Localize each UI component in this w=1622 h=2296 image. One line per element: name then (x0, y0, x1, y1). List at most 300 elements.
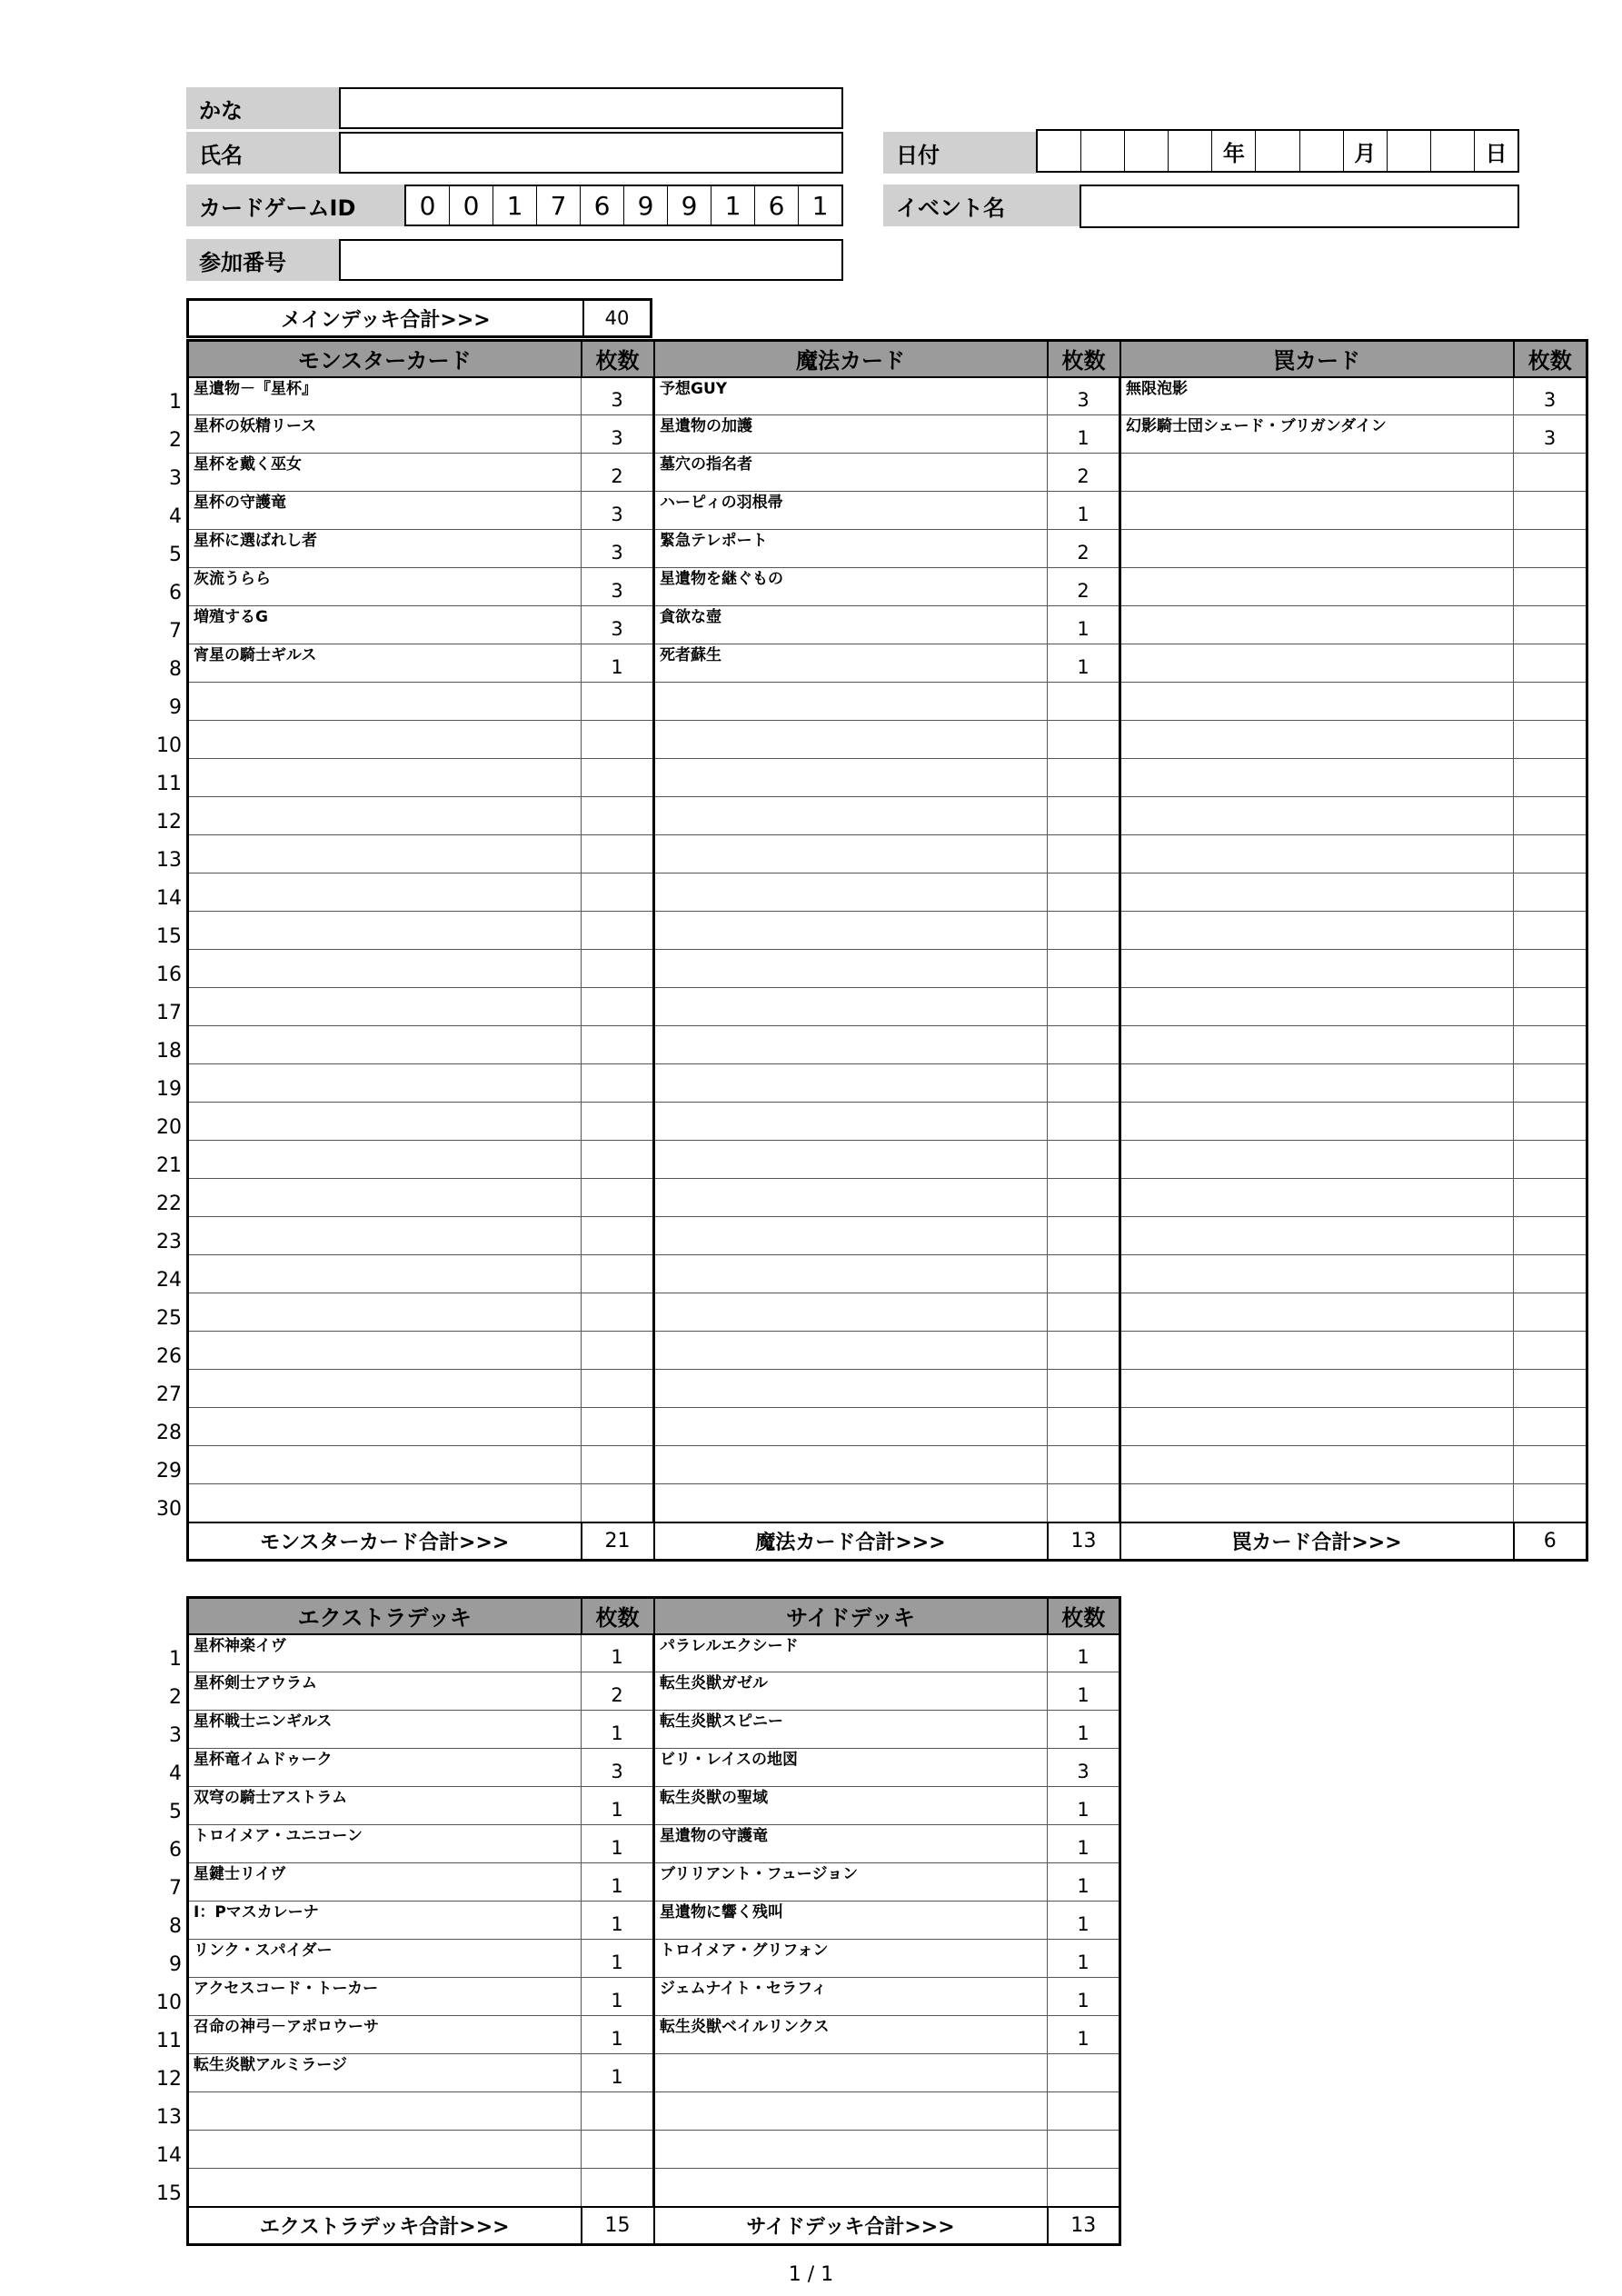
spell-card-count[interactable] (1048, 1217, 1120, 1255)
spell-card-name[interactable]: 死者蘇生 (654, 644, 1048, 683)
table-row (188, 1217, 1587, 1255)
spell-card-name[interactable] (654, 1255, 1048, 1293)
trap-card-count[interactable] (1514, 1332, 1587, 1370)
extra-card-name[interactable]: 星杯神楽イヴ (188, 1634, 582, 1672)
side-card-name[interactable]: ジェムナイト・セラフィ (654, 1978, 1048, 2016)
side-card-name[interactable]: 転生炎獣の聖域 (654, 1787, 1048, 1825)
spell-card-count[interactable]: 1 (1048, 606, 1120, 644)
extra-card-name[interactable] (188, 2131, 582, 2169)
trap-card-count[interactable] (1514, 1064, 1587, 1103)
monster-card-count[interactable] (582, 1103, 654, 1141)
row-number: 8 (169, 658, 182, 681)
monster-card-name[interactable] (188, 835, 582, 873)
monster-card-name[interactable] (188, 912, 582, 950)
monster-card-count[interactable]: 3 (582, 606, 654, 644)
date-cell[interactable] (1299, 131, 1343, 171)
extra-card-name[interactable]: 転生炎獣アルミラージ (188, 2054, 582, 2092)
row-number: 8 (169, 1915, 182, 1938)
trap-card-count[interactable] (1514, 873, 1587, 912)
trap-card-name[interactable] (1120, 721, 1514, 759)
trap-card-name[interactable] (1120, 606, 1514, 644)
monster-card-name[interactable] (188, 1026, 582, 1064)
trap-card-name[interactable] (1120, 1370, 1514, 1408)
spell-card-count[interactable] (1048, 1293, 1120, 1332)
date-cell[interactable] (1255, 131, 1299, 171)
extra-card-name[interactable]: 星鍵士リイヴ (188, 1863, 582, 1902)
monster-card-name[interactable] (188, 1370, 582, 1408)
side-card-name[interactable]: トロイメア・グリフォン (654, 1940, 1048, 1978)
extra-card-count[interactable]: 1 (582, 1825, 654, 1863)
spell-card-name[interactable]: 墓穴の指名者 (654, 454, 1048, 492)
date-cell[interactable] (1168, 131, 1211, 171)
monster-card-count[interactable] (582, 950, 654, 988)
row-number: 19 (156, 1078, 182, 1101)
table-row (188, 2054, 1120, 2092)
extra-card-count[interactable]: 1 (582, 1902, 654, 1940)
side-card-count[interactable]: 1 (1048, 1634, 1120, 1672)
monster-card-name[interactable]: 星杯の妖精リース (188, 415, 582, 454)
monster-card-name[interactable] (188, 1408, 582, 1446)
monster-card-count[interactable] (582, 988, 654, 1026)
trap-card-name[interactable]: 無限泡影 (1120, 377, 1514, 415)
monster-card-name[interactable] (188, 1484, 582, 1522)
side-card-name[interactable]: 転生炎獣ベイルリンクス (654, 2016, 1048, 2054)
spell-card-name[interactable] (654, 1141, 1048, 1179)
monster-card-name[interactable] (188, 873, 582, 912)
spell-card-name[interactable]: 貪欲な壺 (654, 606, 1048, 644)
extra-card-count[interactable] (582, 2092, 654, 2131)
spell-card-count[interactable]: 3 (1048, 377, 1120, 415)
trap-card-count[interactable] (1514, 1217, 1587, 1255)
id-digit: 6 (754, 186, 798, 225)
trap-card-name[interactable] (1120, 835, 1514, 873)
row-number: 7 (169, 620, 182, 643)
monster-card-count[interactable] (582, 1141, 654, 1179)
extra-card-name[interactable]: 星杯竜イムドゥーク (188, 1749, 582, 1787)
spell-card-count[interactable] (1048, 759, 1120, 797)
spell-card-count[interactable]: 1 (1048, 415, 1120, 454)
monster-card-name[interactable] (188, 1332, 582, 1370)
extra-card-name[interactable] (188, 2169, 582, 2207)
side-card-count[interactable]: 3 (1048, 1749, 1120, 1787)
spell-card-name[interactable] (654, 873, 1048, 912)
extra-card-name[interactable]: 星杯剣士アウラム (188, 1672, 582, 1711)
side-card-name[interactable]: ビリ・レイスの地図 (654, 1749, 1048, 1787)
trap-card-count[interactable] (1514, 492, 1587, 530)
spell-card-count[interactable] (1048, 1103, 1120, 1141)
spell-card-count[interactable]: 2 (1048, 454, 1120, 492)
trap-card-count[interactable] (1514, 1103, 1587, 1141)
trap-card-name[interactable] (1120, 988, 1514, 1026)
monster-card-count[interactable] (582, 1370, 654, 1408)
extra-card-count[interactable]: 1 (582, 1940, 654, 1978)
extra-card-name[interactable]: トロイメア・ユニコーン (188, 1825, 582, 1863)
monster-card-count[interactable]: 3 (582, 415, 654, 454)
monster-card-count[interactable]: 3 (582, 530, 654, 568)
trap-card-name[interactable]: 幻影騎士団シェード・ブリガンダイン (1120, 415, 1514, 454)
monster-card-count[interactable] (582, 1064, 654, 1103)
row-number: 3 (169, 1724, 182, 1747)
side-total-value: 13 (1048, 2207, 1120, 2245)
trap-card-name[interactable] (1120, 530, 1514, 568)
side-card-count[interactable]: 1 (1048, 1978, 1120, 2016)
main-deck-total-label: メインデッキ合計>>> (189, 301, 584, 335)
spell-card-name[interactable] (654, 1103, 1048, 1141)
table-row (188, 454, 1587, 492)
monster-card-name[interactable] (188, 1179, 582, 1217)
side-card-name[interactable]: 星遺物の守護竜 (654, 1825, 1048, 1863)
monster-card-count[interactable]: 3 (582, 377, 654, 415)
spell-card-name[interactable] (654, 1370, 1048, 1408)
trap-card-name[interactable] (1120, 1446, 1514, 1484)
monster-card-count[interactable] (582, 1446, 654, 1484)
monster-card-name[interactable] (188, 1141, 582, 1179)
spell-card-name[interactable] (654, 759, 1048, 797)
trap-card-name[interactable] (1120, 1064, 1514, 1103)
trap-card-count[interactable] (1514, 950, 1587, 988)
count-header: 枚数 (582, 341, 654, 377)
trap-card-name[interactable] (1120, 1332, 1514, 1370)
trap-card-name[interactable] (1120, 492, 1514, 530)
table-row (188, 377, 1587, 415)
monster-card-count[interactable] (582, 721, 654, 759)
extra-card-count[interactable]: 1 (582, 1787, 654, 1825)
spell-card-count[interactable] (1048, 1026, 1120, 1064)
spell-card-name[interactable] (654, 1064, 1048, 1103)
row-number: 29 (156, 1460, 182, 1482)
row-number: 4 (169, 505, 182, 528)
date-cell[interactable] (1124, 131, 1168, 171)
spell-card-count[interactable] (1048, 1332, 1120, 1370)
extra-card-count[interactable]: 1 (582, 2054, 654, 2092)
side-card-name[interactable]: 転生炎獣スピニー (654, 1711, 1048, 1749)
spell-card-name[interactable] (654, 1332, 1048, 1370)
spell-card-count[interactable]: 2 (1048, 530, 1120, 568)
monster-card-name[interactable]: 星杯に選ばれし者 (188, 530, 582, 568)
side-card-name[interactable]: パラレルエクシード (654, 1634, 1048, 1672)
side-card-count[interactable]: 1 (1048, 1825, 1120, 1863)
spell-card-count[interactable] (1048, 1064, 1120, 1103)
trap-card-count[interactable] (1514, 1408, 1587, 1446)
extra-card-name[interactable]: 双穹の騎士アストラム (188, 1787, 582, 1825)
spell-card-count[interactable]: 2 (1048, 568, 1120, 606)
monster-card-name[interactable] (188, 1217, 582, 1255)
trap-card-name[interactable] (1120, 1255, 1514, 1293)
trap-card-name[interactable] (1120, 797, 1514, 835)
spell-card-name[interactable] (654, 988, 1048, 1026)
row-number: 6 (169, 582, 182, 604)
date-cell[interactable] (1038, 131, 1080, 171)
monster-card-count[interactable] (582, 797, 654, 835)
monster-card-count[interactable] (582, 1217, 654, 1255)
trap-total-label: 罠カード合計>>> (1120, 1522, 1514, 1561)
spell-card-count[interactable] (1048, 797, 1120, 835)
trap-card-name[interactable] (1120, 568, 1514, 606)
table-row (188, 988, 1587, 1026)
monster-card-count[interactable] (582, 1026, 654, 1064)
spell-card-name[interactable] (654, 1484, 1048, 1522)
row-number: 28 (156, 1422, 182, 1444)
monster-card-count[interactable]: 1 (582, 644, 654, 683)
monster-card-name[interactable]: 星杯を戴く巫女 (188, 454, 582, 492)
monster-card-name[interactable] (188, 759, 582, 797)
extra-card-count[interactable] (582, 2169, 654, 2207)
side-card-count[interactable]: 1 (1048, 1902, 1120, 1940)
monster-card-name[interactable] (188, 1446, 582, 1484)
trap-card-count[interactable] (1514, 530, 1587, 568)
name-field[interactable] (339, 132, 843, 174)
monster-card-count[interactable] (582, 1179, 654, 1217)
date-label: 日付 (883, 132, 1036, 174)
extra-total-value: 15 (582, 2207, 654, 2245)
row-number: 23 (156, 1231, 182, 1253)
trap-card-name[interactable] (1120, 1408, 1514, 1446)
spell-card-name[interactable] (654, 950, 1048, 988)
trap-card-name[interactable] (1120, 683, 1514, 721)
date-field[interactable] (1036, 129, 1519, 173)
side-card-count[interactable] (1048, 2131, 1120, 2169)
spell-card-name[interactable] (654, 912, 1048, 950)
monster-card-name[interactable]: 増殖するG (188, 606, 582, 644)
side-card-name[interactable]: ブリリアント・フュージョン (654, 1863, 1048, 1902)
table-row (188, 568, 1587, 606)
side-card-count[interactable]: 1 (1048, 1711, 1120, 1749)
extra-card-name[interactable] (188, 2092, 582, 2131)
monster-card-name[interactable]: 星杯の守護竜 (188, 492, 582, 530)
extra-card-name[interactable]: 召命の神弓－アポロウーサ (188, 2016, 582, 2054)
row-number: 7 (169, 1877, 182, 1900)
trap-card-name[interactable] (1120, 1293, 1514, 1332)
trap-card-count[interactable] (1514, 912, 1587, 950)
monster-card-name[interactable]: 宵星の騎士ギルス (188, 644, 582, 683)
trap-card-count[interactable] (1514, 1446, 1587, 1484)
spell-card-count[interactable] (1048, 1179, 1120, 1217)
trap-card-count[interactable] (1514, 644, 1587, 683)
side-card-count[interactable]: 1 (1048, 1940, 1120, 1978)
side-card-count[interactable]: 1 (1048, 1672, 1120, 1711)
spell-card-name[interactable] (654, 835, 1048, 873)
spell-card-name[interactable] (654, 1179, 1048, 1217)
monster-card-count[interactable] (582, 683, 654, 721)
monster-card-name[interactable] (188, 721, 582, 759)
spell-card-count[interactable] (1048, 1446, 1120, 1484)
trap-card-name[interactable] (1120, 1217, 1514, 1255)
spell-card-count[interactable] (1048, 1141, 1120, 1179)
trap-card-count[interactable] (1514, 1026, 1587, 1064)
trap-card-name[interactable] (1120, 1026, 1514, 1064)
table-row (188, 2092, 1120, 2131)
table-row (188, 2016, 1120, 2054)
trap-card-count[interactable] (1514, 1370, 1587, 1408)
side-card-name[interactable] (654, 2169, 1048, 2207)
day-label: 日 (1474, 131, 1518, 171)
spell-card-count[interactable] (1048, 988, 1120, 1026)
trap-card-name[interactable] (1120, 1103, 1514, 1141)
monster-card-name[interactable] (188, 950, 582, 988)
date-cell[interactable] (1080, 131, 1124, 171)
monster-card-name[interactable]: 星遺物－『星杯』 (188, 377, 582, 415)
spell-card-count[interactable] (1048, 683, 1120, 721)
side-card-count[interactable]: 1 (1048, 1787, 1120, 1825)
extra-card-name[interactable]: 星杯戦士ニンギルス (188, 1711, 582, 1749)
spell-card-count[interactable] (1048, 1484, 1120, 1522)
trap-card-count[interactable]: 3 (1514, 377, 1587, 415)
monster-card-count[interactable] (582, 1255, 654, 1293)
trap-card-name[interactable] (1120, 1484, 1514, 1522)
side-card-name[interactable] (654, 2092, 1048, 2131)
spell-card-name[interactable] (654, 797, 1048, 835)
side-card-name[interactable]: 星遺物に響く残叫 (654, 1902, 1048, 1940)
spell-card-name[interactable] (654, 721, 1048, 759)
trap-card-count[interactable] (1514, 835, 1587, 873)
spell-card-count[interactable]: 1 (1048, 492, 1120, 530)
spell-card-count[interactable]: 1 (1048, 644, 1120, 683)
event-name-field[interactable] (1080, 185, 1519, 228)
spell-card-name[interactable]: 緊急テレポート (654, 530, 1048, 568)
monster-card-count[interactable] (582, 1293, 654, 1332)
trap-card-count[interactable] (1514, 568, 1587, 606)
page-indicator: 1 / 1 (788, 2263, 834, 2286)
trap-card-name[interactable] (1120, 454, 1514, 492)
side-card-name[interactable]: 転生炎獣ガゼル (654, 1672, 1048, 1711)
extra-card-count[interactable]: 1 (582, 1634, 654, 1672)
date-cell[interactable] (1387, 131, 1430, 171)
extra-card-count[interactable]: 1 (582, 2016, 654, 2054)
trap-card-name[interactable] (1120, 759, 1514, 797)
table-row (188, 644, 1587, 683)
entry-number-field[interactable] (339, 239, 843, 281)
monster-card-count[interactable]: 3 (582, 568, 654, 606)
monster-card-count[interactable] (582, 759, 654, 797)
trap-card-name[interactable] (1120, 950, 1514, 988)
monster-card-name[interactable] (188, 1293, 582, 1332)
trap-card-name[interactable] (1120, 912, 1514, 950)
table-row (188, 1370, 1587, 1408)
monster-card-count[interactable]: 2 (582, 454, 654, 492)
side-card-count[interactable]: 1 (1048, 2016, 1120, 2054)
table-row (188, 530, 1587, 568)
spell-card-name[interactable] (654, 1026, 1048, 1064)
spell-card-name[interactable]: 星遺物を継ぐもの (654, 568, 1048, 606)
extra-card-count[interactable]: 1 (582, 1978, 654, 2016)
spell-card-count[interactable] (1048, 835, 1120, 873)
row-number: 4 (169, 1762, 182, 1785)
count-header: 枚数 (1048, 1598, 1120, 1634)
side-card-count[interactable] (1048, 2092, 1120, 2131)
side-card-count[interactable]: 1 (1048, 1863, 1120, 1902)
spell-card-count[interactable] (1048, 873, 1120, 912)
monster-card-name[interactable] (188, 797, 582, 835)
monster-card-name[interactable] (188, 1255, 582, 1293)
spell-card-name[interactable]: ハーピィの羽根帚 (654, 492, 1048, 530)
monster-card-count[interactable] (582, 835, 654, 873)
monster-card-name[interactable] (188, 988, 582, 1026)
spell-card-name[interactable] (654, 1446, 1048, 1484)
trap-card-count[interactable] (1514, 1255, 1587, 1293)
side-card-count[interactable] (1048, 2054, 1120, 2092)
side-card-count[interactable] (1048, 2169, 1120, 2207)
spell-card-name[interactable]: 星遺物の加護 (654, 415, 1048, 454)
trap-card-count[interactable] (1514, 721, 1587, 759)
spell-total-value: 13 (1048, 1522, 1120, 1561)
side-card-name[interactable] (654, 2054, 1048, 2092)
extra-card-name[interactable]: アクセスコード・トーカー (188, 1978, 582, 2016)
date-cell[interactable] (1430, 131, 1474, 171)
trap-card-name[interactable] (1120, 1179, 1514, 1217)
monster-card-count[interactable] (582, 873, 654, 912)
trap-card-count[interactable] (1514, 1293, 1587, 1332)
extra-card-name[interactable]: I：Pマスカレーナ (188, 1902, 582, 1940)
spell-card-count[interactable] (1048, 1370, 1120, 1408)
trap-card-count[interactable] (1514, 1484, 1587, 1522)
trap-card-count[interactable] (1514, 683, 1587, 721)
extra-card-count[interactable]: 3 (582, 1749, 654, 1787)
trap-card-count[interactable] (1514, 988, 1587, 1026)
table-row (188, 1293, 1587, 1332)
monster-card-name[interactable]: 灰流うらら (188, 568, 582, 606)
row-number: 2 (169, 1686, 182, 1709)
row-number: 12 (156, 811, 182, 834)
trap-total-value: 6 (1514, 1522, 1587, 1561)
trap-card-count[interactable] (1514, 1179, 1587, 1217)
event-name-label: イベント名 (883, 185, 1080, 226)
row-number: 20 (156, 1116, 182, 1139)
extra-card-name[interactable]: リンク・スパイダー (188, 1940, 582, 1978)
trap-card-name[interactable] (1120, 1141, 1514, 1179)
row-number: 10 (156, 1992, 182, 2014)
spell-card-name[interactable] (654, 683, 1048, 721)
side-card-name[interactable] (654, 2131, 1048, 2169)
row-number: 21 (156, 1154, 182, 1177)
table-row (188, 721, 1587, 759)
monster-card-count[interactable] (582, 912, 654, 950)
spell-card-name[interactable] (654, 1408, 1048, 1446)
trap-card-name[interactable] (1120, 873, 1514, 912)
extra-side-table (186, 1596, 1121, 2246)
trap-card-count[interactable] (1514, 797, 1587, 835)
spell-card-name[interactable]: 予想GUY (654, 377, 1048, 415)
spell-card-count[interactable] (1048, 721, 1120, 759)
spell-card-count[interactable] (1048, 912, 1120, 950)
trap-card-count[interactable] (1514, 759, 1587, 797)
spell-card-name[interactable] (654, 1217, 1048, 1255)
trap-card-count[interactable]: 3 (1514, 415, 1587, 454)
monster-card-count[interactable] (582, 1332, 654, 1370)
spell-card-count[interactable] (1048, 1255, 1120, 1293)
monster-card-name[interactable] (188, 683, 582, 721)
card-game-id-field[interactable] (404, 185, 843, 226)
monster-card-count[interactable]: 3 (582, 492, 654, 530)
extra-card-count[interactable] (582, 2131, 654, 2169)
trap-card-count[interactable] (1514, 1141, 1587, 1179)
trap-card-count[interactable] (1514, 606, 1587, 644)
trap-card-count[interactable] (1514, 454, 1587, 492)
spell-card-name[interactable] (654, 1293, 1048, 1332)
extra-card-count[interactable]: 2 (582, 1672, 654, 1711)
kana-field[interactable] (339, 87, 843, 129)
trap-card-name[interactable] (1120, 644, 1514, 683)
monster-card-count[interactable] (582, 1408, 654, 1446)
spell-card-count[interactable] (1048, 1408, 1120, 1446)
extra-card-count[interactable]: 1 (582, 1863, 654, 1902)
monster-card-name[interactable] (188, 1064, 582, 1103)
extra-total-label: エクストラデッキ合計>>> (188, 2207, 582, 2245)
extra-card-count[interactable]: 1 (582, 1711, 654, 1749)
monster-card-count[interactable] (582, 1484, 654, 1522)
spell-card-count[interactable] (1048, 950, 1120, 988)
spell-total-label: 魔法カード合計>>> (654, 1522, 1048, 1561)
monster-card-name[interactable] (188, 1103, 582, 1141)
